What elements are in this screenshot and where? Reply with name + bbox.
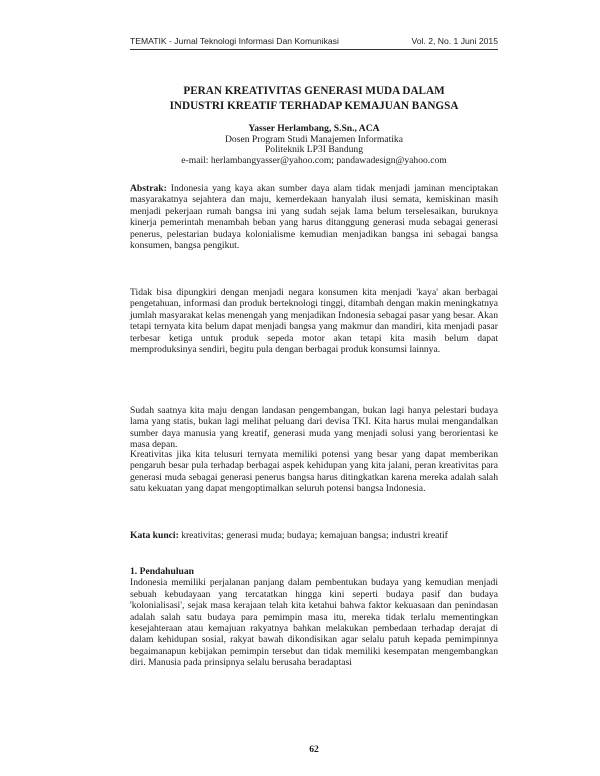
abstract-p3-text: Sudah saatnya kita maju dengan landasan pengembangan, bukan lagi hanya pelestari budaya lama yang statis, bukan lagi melihat peluang dari devisa TKI. Kita harus mulai mengandalkan sumber daya manusia yang kreatif, generasi muda yang menjadi solusi yang berorientasi ke masa depan.: [130, 405, 498, 451]
running-header: [130, 36, 498, 50]
title-line-2: INDUSTRI KREATIF TERHADAP KEMAJUAN BANGSA: [169, 99, 459, 112]
author-institution: Politeknik LP3I Bandung: [264, 144, 364, 155]
abstract-label: Abstrak:: [130, 183, 167, 194]
author-block: [130, 124, 498, 166]
issue-info: Vol. 2, No. 1 Juni 2015: [411, 36, 498, 46]
section-body: Indonesia memiliki perjalanan panjang dalam pembentukan budaya yang kemudian menjadi sebuah kebudayaan yang tercatatkan hingga kini seperti budaya pasif dan budaya 'kolonialisasi', sejak masa kerajaan telah kita ketahui bahwa faktor kekuasaan dan penindasan adalah salah satu budaya para pemimpin masa itu, mereka tidak terlalu mementingkan kesejahteraan atau kemajuan rakyatnya bahkan melakukan pembedaan terhadap derajat di dalam kehidupan sosial, rakyat bawah dikondisikan agar selalu patuh kepada pemimpinnya begaimanapun kebijakan pemimpin tersebut dan tidak memiliki kesempatan mengembangkan diri. Manusia pada prinsipnya selalu berusaha beradaptasi: [130, 577, 498, 669]
keywords: [130, 530, 498, 541]
section-heading: 1. Pendahuluan: [130, 566, 194, 577]
page-number: 62: [309, 744, 319, 755]
author-email: e-mail: herlambangyasser@yahoo.com; pandawadesign@yahoo.com: [181, 154, 447, 166]
journal-name: TEMATIK - Jurnal Teknologi Informasi Dan Komunikasi: [130, 36, 339, 46]
abstract-text: Indonesia yang kaya akan sumber daya alam tidak menjadi jaminan menciptakan masyarakatnya sejahtera dan maju, kemerdekaan hanyalah ilusi semata, kemiskinan masih menjadi pekerjaan rumah bangsa ini yang sudah sejak lama belum terselesaikan, buruknya kinerja pemerintah menambah beban yang harus ditanggung generasi muda sebagai generasi penerus, pelestarian budaya kolonialisme kemudian menjadikan bangsa ini sebagai bangsa konsumen, bangsa pengikut.: [130, 183, 498, 252]
author-name: Yasser Herlambang, S.Sn., ACA: [248, 123, 380, 134]
keywords-label: Kata kunci:: [130, 530, 179, 541]
keywords-text: kreativitas; generasi muda; budaya; kemajuan bangsa; industri kreatif: [181, 530, 448, 541]
abstract: [130, 183, 498, 251]
abstract-p4-text: Kreativitas jika kita telusuri ternyata memiliki potensi yang besar yang dapat memberikan pengaruh besar pula terhadap berbagai aspek kehidupan yang kita jalani, peran kreativitas para generasi muda sebagai generasi penerus bangsa harus ditingkatkan karena mereka adalah salah satu kekuatan yang dapat mengoptimalkan seluruh potensi bangsa Indonesia.: [130, 449, 498, 495]
abstract-p2-text: Tidak bisa dipungkiri dengan menjadi negara konsumen kita menjadi 'kaya' akan berbagai pengetahuan, informasi dan produk berteknologi tinggi, ditambah dengan makin meningkatnya jumlah masyarakat kelas menengah yang menjadikan Indonesia sebagai pasar yang besar. Akan tetapi ternyata kita belum dapat menjadi bangsa yang makmur dan mandiri, kita menjadi pasar terbesar ketiga untuk produk sepeda motor akan tetapi kita masih belum dapat memproduksinya sendiri, begitu pula dengan berbagai produk konsumsi lainnya.: [130, 287, 498, 356]
author-role: Dosen Program Studi Manajemen Informatika: [225, 133, 403, 145]
title-line-1: PERAN KREATIVITAS GENERASI MUDA DALAM: [183, 85, 445, 97]
paper-title: [130, 84, 498, 113]
abstract-paragraph-3: [130, 405, 498, 451]
abstract-paragraph-4: [130, 449, 498, 495]
section-introduction: [130, 566, 498, 669]
abstract-paragraph-2: [130, 287, 498, 355]
